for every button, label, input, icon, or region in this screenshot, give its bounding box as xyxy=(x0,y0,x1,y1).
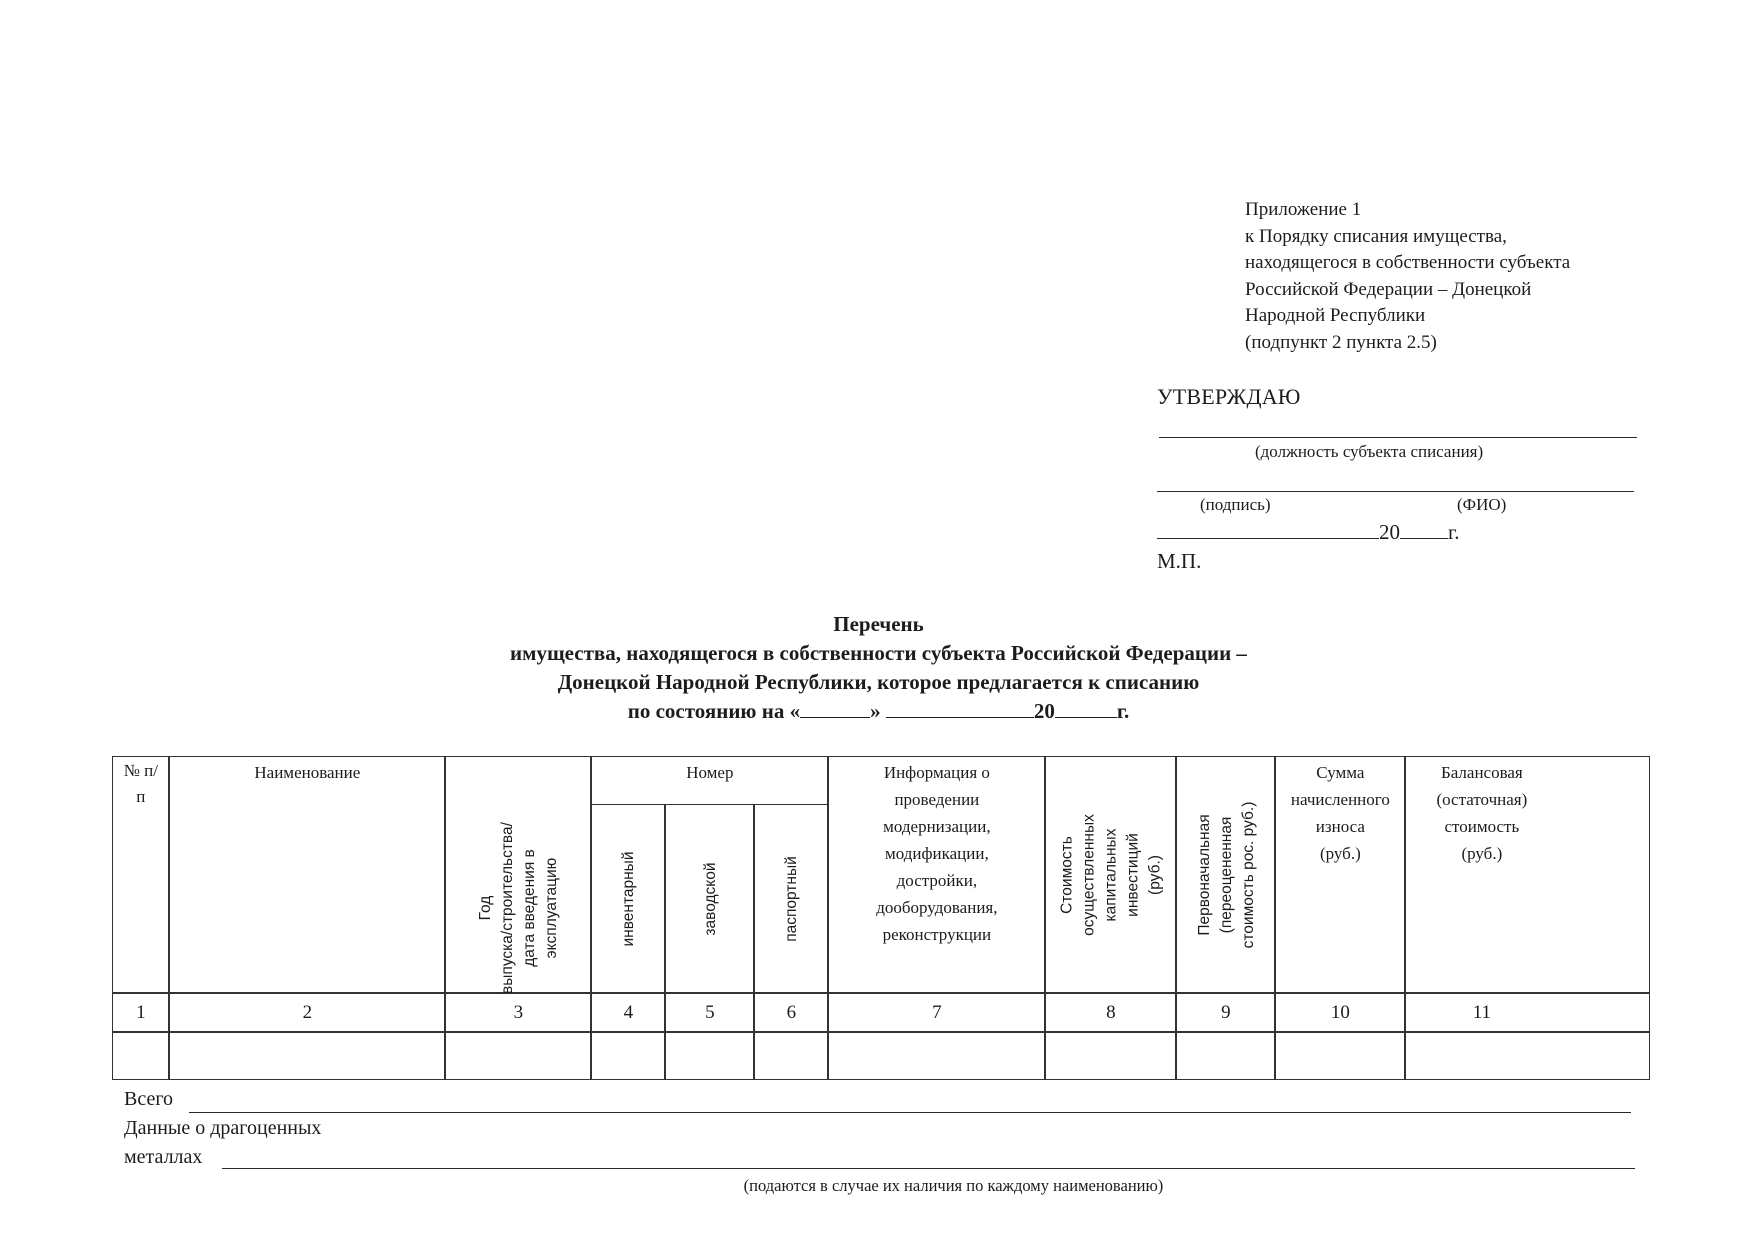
column-number-cell xyxy=(169,993,445,1032)
column-number: 1 xyxy=(136,1002,146,1024)
property-list-table xyxy=(113,757,1651,1081)
header-col-initial-cost xyxy=(1176,756,1275,993)
title-year-blank[interactable] xyxy=(1055,699,1117,718)
column-number: 11 xyxy=(1472,1002,1491,1024)
date-day-month-blank[interactable] xyxy=(1157,518,1379,539)
header-col-book-value-label xyxy=(1314,759,1649,867)
appendix-reference xyxy=(1245,197,1570,356)
table-data-cell[interactable] xyxy=(754,1032,828,1080)
table-data-cell[interactable] xyxy=(828,1032,1045,1080)
precious-metals-field-line[interactable] xyxy=(222,1168,1635,1169)
column-number: 3 xyxy=(513,1002,524,1024)
name-caption: (ФИО) xyxy=(1457,495,1507,514)
header-text-line: стоимость рос. руб.) xyxy=(1240,801,1258,949)
header-text-line: дооборудования, xyxy=(876,898,998,918)
signature-name-field-line[interactable] xyxy=(1157,491,1634,492)
header-col-factory-label: заводской xyxy=(702,862,720,936)
column-number: 4 xyxy=(623,1002,634,1024)
appendix-line: находящегося в собственности субъекта xyxy=(1245,252,1571,273)
stamp-placeholder: М.П. xyxy=(1157,549,1202,573)
table-data-cell[interactable] xyxy=(665,1032,754,1080)
header-text-line: начисленного xyxy=(1290,790,1390,810)
appendix-line: Народной Республики xyxy=(1245,305,1426,326)
total-field-line[interactable] xyxy=(189,1112,1631,1113)
header-col-year xyxy=(445,756,591,993)
column-number-cell xyxy=(1405,993,1650,1032)
header-text-line: Стоимость xyxy=(1058,836,1076,915)
total-label: Всего xyxy=(124,1088,174,1110)
title-heading: Перечень xyxy=(833,612,924,636)
table-data-cell[interactable] xyxy=(591,1032,665,1080)
title-day-blank[interactable] xyxy=(800,699,870,718)
column-number: 8 xyxy=(1106,1002,1116,1024)
column-number: 5 xyxy=(705,1002,715,1024)
table-data-cell[interactable] xyxy=(1045,1032,1176,1080)
header-col-capital-investments xyxy=(1045,756,1176,993)
title-line-2: Донецкой Народной Республики, которое предлагается к списанию xyxy=(557,670,1200,694)
appendix-line: Российской Федерации – Донецкой xyxy=(1245,278,1532,300)
header-text-line: модернизации, xyxy=(883,817,991,837)
header-text-line: капитальных xyxy=(1102,828,1120,922)
column-number: 10 xyxy=(1330,1002,1350,1024)
header-text-line: инвестиций xyxy=(1124,833,1142,918)
header-col-name-label: Наименование xyxy=(254,763,361,783)
approval-title: УТВЕРЖДАЮ xyxy=(1157,384,1301,409)
header-col-passport xyxy=(754,804,828,993)
precious-metals-label-line-2: металлах xyxy=(124,1146,203,1168)
column-number-cell xyxy=(445,993,591,1032)
header-text-line: (руб.) xyxy=(1461,844,1503,864)
title-year-suffix: г. xyxy=(1116,699,1130,723)
precious-metals-label-line-1: Данные о драгоценных xyxy=(124,1117,322,1139)
title-month-blank[interactable] xyxy=(886,699,1034,718)
date-year-prefix: 20 xyxy=(1379,520,1400,544)
header-text-line: Балансовая xyxy=(1440,763,1523,783)
table-data-cell[interactable] xyxy=(1176,1032,1275,1080)
header-text-line: износа xyxy=(1315,817,1365,837)
position-field-line[interactable] xyxy=(1159,437,1637,438)
title-line-3 xyxy=(0,697,1757,726)
appendix-line: к Порядку списания имущества, xyxy=(1245,225,1507,247)
approval-date xyxy=(1157,518,1460,545)
header-text-line: (переоцененная xyxy=(1218,817,1236,934)
header-col-book-value xyxy=(1405,756,1650,993)
header-number-group-label: Номер xyxy=(686,763,734,783)
column-number-cell xyxy=(754,993,828,1032)
header-col-name xyxy=(169,756,445,993)
column-number: 9 xyxy=(1221,1002,1231,1024)
document-title xyxy=(0,610,1757,726)
date-year-blank[interactable] xyxy=(1400,518,1448,539)
header-text-line: эксплуатацию xyxy=(543,858,561,959)
header-text-line: проведении xyxy=(894,790,980,810)
header-col-number xyxy=(112,756,169,993)
column-number-cell xyxy=(1045,993,1176,1032)
header-text-line: реконструкции xyxy=(882,925,992,945)
title-date-prefix: по состоянию на « xyxy=(627,699,801,723)
header-col-factory xyxy=(665,804,754,993)
column-number-cell xyxy=(112,993,169,1032)
header-text-line: дата введения в xyxy=(521,849,539,968)
column-number: 7 xyxy=(932,1002,942,1024)
appendix-line: Приложение 1 xyxy=(1245,199,1362,220)
header-text-line: Информация о xyxy=(883,763,990,783)
table-data-cell[interactable] xyxy=(112,1032,169,1080)
header-text-line: Сумма xyxy=(1316,763,1365,783)
header-text-line: осуществленных xyxy=(1080,814,1098,937)
table-data-cell[interactable] xyxy=(169,1032,445,1080)
table-data-cell[interactable] xyxy=(1275,1032,1405,1080)
column-number-cell xyxy=(1176,993,1275,1032)
header-text-line: выпуска/строительства/ xyxy=(499,822,517,995)
column-number: 6 xyxy=(786,1002,797,1024)
header-text-line: модификации, xyxy=(885,844,989,864)
column-number-cell xyxy=(591,993,665,1032)
appendix-line: (подпункт 2 пункта 2.5) xyxy=(1245,331,1437,353)
header-col-inventory xyxy=(591,804,665,993)
title-year-prefix: 20 xyxy=(1033,699,1055,723)
header-text-line: Первоначальная xyxy=(1196,814,1214,937)
header-text-line: (руб.) xyxy=(1319,844,1361,864)
header-col-passport-label: паспортный xyxy=(783,856,801,943)
header-col-inventory-label: инвентарный xyxy=(620,851,638,947)
header-col-number-label: № п/п xyxy=(123,761,158,807)
position-caption: (должность субъекта списания) xyxy=(1255,442,1484,461)
header-text-line: достройки, xyxy=(896,871,978,891)
header-text-line: (остаточная) xyxy=(1436,790,1528,810)
header-col-capital-investments-label xyxy=(1057,768,1167,983)
date-year-suffix: г. xyxy=(1448,520,1460,544)
header-text-line: Год xyxy=(477,896,495,921)
column-number-cell xyxy=(828,993,1045,1032)
header-text-line: (руб.) xyxy=(1146,855,1164,896)
header-col-modernization-label xyxy=(829,759,1044,948)
table-data-cell[interactable] xyxy=(1405,1032,1650,1080)
precious-metals-footnote: (подаются в случае их наличия по каждому наименованию) xyxy=(743,1176,1164,1195)
header-col-year-label xyxy=(475,792,563,1024)
header-col-modernization xyxy=(828,756,1045,993)
signature-caption: (подпись) xyxy=(1200,495,1271,514)
column-number: 2 xyxy=(302,1002,313,1024)
header-text-line: стоимость xyxy=(1444,817,1520,837)
title-quote-close: » xyxy=(870,699,881,723)
title-line-1: имущества, находящегося в собственности субъекта Российской Федерации – xyxy=(510,641,1247,665)
header-number-group xyxy=(591,756,828,805)
column-number-cell xyxy=(665,993,754,1032)
table-data-cell[interactable] xyxy=(445,1032,591,1080)
header-col-initial-cost-label xyxy=(1194,764,1260,986)
